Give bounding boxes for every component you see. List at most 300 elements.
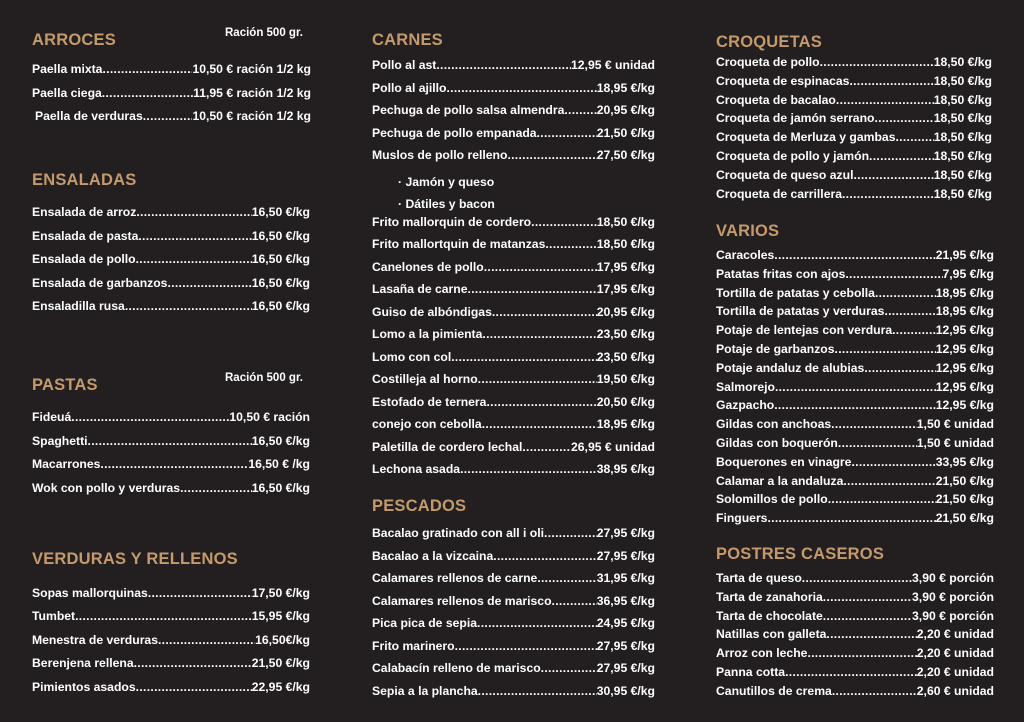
section-varios bbox=[716, 222, 994, 530]
menu-item bbox=[32, 62, 311, 86]
item-price: 16,50 €/kg bbox=[251, 299, 310, 313]
item-name: Calabacín relleno de marisco bbox=[372, 661, 541, 675]
menu-item bbox=[32, 276, 310, 300]
dot-leader bbox=[774, 248, 935, 262]
item-name: Ensalada de garbanzos bbox=[32, 275, 168, 290]
item-price: 18,50 €/kg bbox=[933, 167, 992, 182]
section-title: VARIOS bbox=[716, 222, 780, 240]
section-header bbox=[32, 171, 310, 195]
item-name: Ensaladilla rusa bbox=[32, 299, 125, 313]
dot-leader bbox=[455, 639, 597, 653]
item-name: Lomo a la pimienta bbox=[372, 327, 483, 341]
item-name: Frito mallortquin de matanzas bbox=[372, 237, 546, 251]
item-price: 10,50 € ración 1/2 kg bbox=[192, 62, 311, 76]
item-name: Croqueta de pollo bbox=[716, 55, 820, 69]
item-name: Croqueta de queso azul bbox=[716, 167, 854, 182]
menu-item bbox=[716, 267, 994, 286]
item-name: Lomo con col bbox=[372, 349, 452, 364]
dot-leader bbox=[71, 410, 229, 424]
item-price: 10,50 € ración bbox=[229, 410, 310, 424]
dot-leader bbox=[102, 62, 192, 76]
section-title: POSTRES CASEROS bbox=[716, 545, 885, 563]
dot-leader bbox=[869, 149, 934, 163]
item-price: 17,50 €/kg bbox=[251, 586, 310, 600]
item-name: Gildas con anchoas bbox=[716, 417, 832, 432]
dot-leader bbox=[507, 148, 596, 162]
menu-item bbox=[372, 526, 655, 549]
menu-item bbox=[372, 260, 655, 283]
dot-leader bbox=[136, 252, 252, 266]
item-price: 22,95 €/kg bbox=[251, 679, 310, 694]
menu-item bbox=[372, 148, 655, 171]
menu-item bbox=[716, 304, 994, 323]
section-title: PASTAS bbox=[32, 376, 98, 394]
item-name: Croqueta de jamón serrano bbox=[716, 111, 875, 126]
dot-leader bbox=[545, 237, 596, 251]
dot-leader bbox=[167, 276, 251, 290]
item-price: 16,50 € /kg bbox=[248, 457, 310, 471]
item-price: 16,50€/kg bbox=[255, 632, 310, 647]
item-price: 18,50 €/kg bbox=[933, 148, 992, 163]
item-price: 18,50 €/kg bbox=[596, 214, 655, 229]
menu-item bbox=[32, 252, 310, 276]
item-name: Croqueta de bacalao bbox=[716, 92, 836, 107]
item-name: Arroz con leche bbox=[716, 646, 808, 661]
dot-leader bbox=[477, 616, 597, 630]
menu-item bbox=[32, 457, 310, 481]
menu-item bbox=[372, 81, 655, 104]
menu-item bbox=[716, 684, 994, 703]
menu-item bbox=[32, 481, 310, 505]
dot-leader bbox=[148, 586, 252, 600]
menu-item bbox=[716, 286, 994, 305]
filling-option: · Dátiles y bacon bbox=[398, 196, 495, 211]
menu-item bbox=[716, 248, 994, 267]
menu-item bbox=[716, 380, 994, 399]
portion-note: Ración 500 gr. bbox=[225, 27, 303, 39]
menu-item bbox=[716, 323, 994, 342]
item-price: 17,95 €/kg bbox=[596, 282, 655, 296]
item-price: 1,50 € unidad bbox=[916, 417, 994, 432]
menu-item bbox=[716, 130, 992, 149]
item-name: Lechona asada bbox=[372, 462, 461, 476]
item-price: 27,50 €/kg bbox=[596, 148, 655, 162]
item-name: Solomillos de pollo bbox=[716, 492, 828, 507]
item-price: 21,50 €/kg bbox=[935, 473, 994, 488]
menu-item bbox=[372, 639, 655, 662]
item-price: 16,50 €/kg bbox=[251, 275, 310, 290]
dot-leader bbox=[807, 646, 916, 660]
menu-item bbox=[716, 93, 992, 112]
menu-item bbox=[32, 434, 310, 458]
dot-leader bbox=[460, 462, 597, 476]
menu-item bbox=[32, 680, 310, 703]
item-price: 12,95 €/kg bbox=[935, 379, 994, 394]
menu-item bbox=[716, 55, 992, 74]
item-price: 27,95 €/kg bbox=[596, 638, 655, 653]
dot-leader bbox=[138, 229, 251, 243]
menu-item bbox=[32, 586, 310, 609]
item-price: 3,90 € porción bbox=[912, 608, 994, 623]
item-price: 23,50 €/kg bbox=[596, 349, 655, 364]
menu-item bbox=[716, 398, 994, 417]
menu-item bbox=[372, 549, 655, 572]
item-price: 10,50 € ración 1/2 kg bbox=[192, 109, 311, 123]
section-title: ARROCES bbox=[32, 31, 116, 49]
item-name: Salmorejo bbox=[716, 379, 775, 394]
dot-leader bbox=[892, 323, 936, 337]
item-list bbox=[32, 410, 310, 504]
item-name: Costilleja al horno bbox=[372, 372, 478, 386]
menu-item bbox=[32, 299, 310, 323]
item-list bbox=[716, 248, 994, 530]
item-name: Ensalada de pasta bbox=[32, 228, 139, 243]
item-price: 30,95 €/kg bbox=[596, 683, 655, 698]
section-title: CARNES bbox=[372, 31, 443, 49]
item-price: 18,50 €/kg bbox=[933, 55, 992, 69]
menu-item bbox=[716, 417, 994, 436]
menu-item bbox=[716, 474, 994, 493]
dot-leader bbox=[845, 267, 942, 281]
item-name: Croqueta de carrillera bbox=[716, 186, 842, 201]
item-list bbox=[372, 526, 655, 706]
section-ensaladas bbox=[32, 171, 310, 323]
item-price: 21,50 €/kg bbox=[935, 492, 994, 507]
item-name: Pechuga de pollo empanada bbox=[372, 125, 537, 140]
item-list bbox=[32, 205, 310, 323]
filling-option: · Jamón y queso bbox=[398, 174, 495, 189]
menu-item bbox=[372, 571, 655, 594]
item-name: conejo con cebolla bbox=[372, 417, 482, 431]
item-name: Gildas con boquerón bbox=[716, 435, 838, 450]
dot-leader bbox=[482, 417, 597, 431]
menu-item bbox=[716, 455, 994, 474]
item-name: Guiso de albóndigas bbox=[372, 304, 492, 319]
item-list bbox=[32, 62, 311, 133]
item-price: 26,95 € unidad bbox=[571, 439, 655, 454]
item-price: 27,95 €/kg bbox=[596, 548, 655, 563]
dot-leader bbox=[823, 590, 912, 604]
menu-item bbox=[716, 361, 994, 380]
dot-leader bbox=[774, 398, 935, 412]
menu-item bbox=[372, 215, 655, 238]
item-name: Sepia a la plancha bbox=[372, 683, 478, 698]
item-name: Patatas fritas con ajos bbox=[716, 266, 846, 281]
dot-leader bbox=[851, 455, 935, 469]
menu-item bbox=[32, 109, 311, 133]
dot-leader bbox=[836, 93, 934, 107]
dot-leader bbox=[895, 130, 933, 144]
menu-item bbox=[716, 665, 994, 684]
item-price: 15,95 €/kg bbox=[251, 609, 310, 624]
portion-note: Ración 500 gr. bbox=[225, 372, 303, 384]
item-name: Croqueta de pollo y jamón bbox=[716, 148, 870, 163]
dot-leader bbox=[842, 187, 934, 201]
menu-item bbox=[716, 111, 992, 130]
item-name: Tarta de chocolate bbox=[716, 608, 823, 623]
dot-leader bbox=[823, 609, 912, 623]
item-price: 19,50 €/kg bbox=[596, 372, 655, 386]
item-price: 20,95 €/kg bbox=[596, 304, 655, 319]
section-carnes bbox=[372, 31, 655, 485]
section-pescados bbox=[372, 497, 655, 706]
dot-leader bbox=[544, 526, 597, 540]
section-header bbox=[716, 545, 994, 569]
item-name: Ensalada de pollo bbox=[32, 252, 136, 266]
item-name: Wok con pollo y verduras bbox=[32, 480, 181, 495]
dot-leader bbox=[775, 380, 936, 394]
item-name: Bacalao a la vizcaina bbox=[372, 548, 494, 563]
item-name: Paletilla de cordero lechal bbox=[372, 439, 523, 454]
menu-item bbox=[372, 594, 655, 617]
item-name: Frito mallorquin de cordero bbox=[372, 214, 532, 229]
dot-leader bbox=[564, 103, 596, 117]
section-header bbox=[32, 27, 311, 55]
menu-item bbox=[372, 327, 655, 350]
item-price: 18,50 €/kg bbox=[933, 92, 992, 107]
item-price: 38,95 €/kg bbox=[596, 462, 655, 476]
item-price: 18,50 €/kg bbox=[933, 186, 992, 201]
dot-leader bbox=[874, 111, 933, 125]
menu-item bbox=[716, 627, 994, 646]
menu-item bbox=[372, 462, 655, 485]
item-price: 17,95 €/kg bbox=[596, 259, 655, 274]
menu-item bbox=[372, 372, 655, 395]
item-name: Ensalada de arroz bbox=[32, 205, 137, 219]
menu-item bbox=[372, 282, 655, 305]
menu-item bbox=[372, 661, 655, 684]
item-name: Calamares rellenos de carne bbox=[372, 571, 538, 585]
item-price: 36,95 €/kg bbox=[596, 593, 655, 608]
item-price: 18,50 €/kg bbox=[933, 73, 992, 88]
item-price: 16,50 €/kg bbox=[251, 433, 310, 448]
item-name: Paella mixta bbox=[32, 62, 103, 76]
menu-item bbox=[32, 609, 310, 632]
section-title: VERDURAS Y RELLENOS bbox=[32, 550, 238, 568]
menu-item bbox=[372, 440, 655, 463]
item-list bbox=[716, 571, 994, 703]
menu-item bbox=[716, 74, 992, 93]
dot-leader bbox=[136, 205, 251, 219]
menu-item bbox=[372, 684, 655, 707]
item-price: 12,95 €/kg bbox=[935, 360, 994, 375]
dot-leader bbox=[820, 55, 934, 69]
menu-item bbox=[32, 410, 310, 434]
item-list bbox=[32, 586, 310, 703]
item-name: Tarta de queso bbox=[716, 571, 802, 585]
section-title: CROQUETAS bbox=[716, 33, 822, 51]
section-verduras-y-rellenos bbox=[32, 550, 310, 703]
item-price: 21,50 €/kg bbox=[935, 511, 994, 526]
dot-leader bbox=[88, 434, 252, 448]
item-price: 18,50 €/kg bbox=[596, 237, 655, 251]
dot-leader bbox=[134, 656, 252, 670]
item-name: Calamar a la andaluza bbox=[716, 473, 844, 488]
dot-leader bbox=[143, 109, 193, 123]
item-price: 16,50 €/kg bbox=[251, 205, 310, 219]
dot-leader bbox=[136, 680, 252, 694]
dot-leader bbox=[552, 594, 597, 608]
item-price: 16,50 €/kg bbox=[251, 252, 310, 266]
menu-item bbox=[372, 350, 655, 373]
item-name: Croqueta de espinacas bbox=[716, 73, 850, 88]
section-title: PESCADOS bbox=[372, 497, 467, 515]
item-name: Natillas con galleta bbox=[716, 627, 827, 642]
item-price: 21,95 €/kg bbox=[935, 248, 994, 262]
item-name: Boquerones en vinagre bbox=[716, 454, 852, 469]
dot-leader bbox=[875, 286, 936, 300]
dot-leader bbox=[102, 86, 193, 100]
dot-leader bbox=[484, 260, 597, 274]
dot-leader bbox=[537, 126, 597, 140]
section-pastas bbox=[32, 372, 310, 504]
item-name: Potaje de lentejas con verdura bbox=[716, 323, 893, 338]
dot-leader bbox=[158, 633, 255, 647]
item-price: 11,95 € ración 1/2 kg bbox=[193, 85, 311, 100]
section-header bbox=[716, 33, 992, 57]
dot-leader bbox=[828, 492, 936, 506]
menu-item bbox=[372, 305, 655, 328]
menu-item bbox=[372, 103, 655, 126]
menu-item bbox=[372, 616, 655, 639]
dot-leader bbox=[767, 511, 935, 525]
dot-leader bbox=[531, 215, 597, 229]
dot-leader bbox=[537, 571, 596, 585]
item-price: 31,95 €/kg bbox=[596, 571, 655, 585]
dot-leader bbox=[826, 627, 916, 641]
item-price: 7,95 €/kg bbox=[942, 266, 994, 281]
item-price: 16,50 €/kg bbox=[251, 228, 310, 243]
dot-leader bbox=[853, 168, 933, 182]
item-price: 18,50 €/kg bbox=[933, 111, 992, 126]
dot-leader bbox=[838, 436, 917, 450]
item-price: 21,50 €/kg bbox=[251, 656, 310, 671]
item-name: Fideuá bbox=[32, 410, 72, 424]
section-header bbox=[32, 550, 310, 574]
item-name: Croqueta de Merluza y gambas bbox=[716, 130, 896, 145]
menu-item bbox=[32, 86, 311, 110]
dot-leader bbox=[522, 440, 571, 454]
item-name: Bacalao gratinado con all i oli bbox=[372, 526, 545, 540]
menu-item bbox=[372, 417, 655, 440]
item-list bbox=[716, 55, 992, 205]
item-price: 2,60 € unidad bbox=[916, 683, 994, 698]
item-price: 18,95 €/kg bbox=[596, 417, 655, 431]
menu-item bbox=[716, 492, 994, 511]
item-name: Spaghetti bbox=[32, 433, 88, 448]
dot-leader bbox=[802, 571, 912, 585]
item-price: 21,50 €/kg bbox=[596, 125, 655, 140]
item-name: Berenjena rellena bbox=[32, 656, 134, 671]
menu-item bbox=[32, 633, 310, 656]
item-price: 2,20 € unidad bbox=[916, 646, 994, 661]
menu-item bbox=[716, 187, 992, 206]
menu-item bbox=[32, 656, 310, 679]
section-header bbox=[372, 497, 655, 521]
dot-leader bbox=[478, 372, 597, 386]
item-price: 33,95 €/kg bbox=[935, 454, 994, 469]
item-name: Pollo al ast bbox=[372, 58, 437, 72]
item-name: Canelones de pollo bbox=[372, 259, 484, 274]
dot-leader bbox=[835, 342, 936, 356]
item-price: 1,50 € unidad bbox=[916, 435, 994, 450]
item-name: Macarrones bbox=[32, 457, 101, 471]
menu-item bbox=[716, 590, 994, 609]
item-name: Panna cotta bbox=[716, 664, 786, 679]
dot-leader bbox=[75, 609, 252, 623]
menu-item bbox=[716, 342, 994, 361]
dot-leader bbox=[849, 74, 933, 88]
menu-item bbox=[32, 205, 310, 229]
item-price: 27,95 €/kg bbox=[596, 526, 655, 540]
dot-leader bbox=[541, 661, 597, 675]
item-price: 18,95 €/kg bbox=[935, 285, 994, 300]
menu-item bbox=[716, 436, 994, 455]
menu-item bbox=[716, 609, 994, 628]
dot-leader bbox=[468, 282, 597, 296]
section-header bbox=[716, 222, 994, 246]
menu-item bbox=[716, 149, 992, 168]
section-header bbox=[32, 372, 310, 400]
item-price: 2,20 € unidad bbox=[916, 627, 994, 642]
dot-leader bbox=[447, 81, 597, 95]
menu-item bbox=[372, 126, 655, 149]
item-list bbox=[372, 58, 655, 485]
item-name: Tarta de zanahoria bbox=[716, 589, 823, 604]
dot-leader bbox=[100, 457, 248, 471]
dot-leader bbox=[843, 474, 935, 488]
item-price: 12,95 €/kg bbox=[935, 398, 994, 413]
section-header bbox=[372, 31, 655, 55]
dot-leader bbox=[884, 304, 935, 318]
item-name: Frito marinero bbox=[372, 638, 455, 653]
item-price: 24,95 €/kg bbox=[596, 616, 655, 630]
item-name: Tortilla de patatas y verduras bbox=[716, 304, 885, 319]
menu-item bbox=[716, 571, 994, 590]
item-name: Pollo al ajillo bbox=[372, 80, 447, 95]
item-price: 18,95 €/kg bbox=[596, 80, 655, 95]
dot-leader bbox=[492, 305, 597, 319]
dot-leader bbox=[864, 361, 935, 375]
item-price: 18,95 €/kg bbox=[935, 304, 994, 319]
menu-item bbox=[372, 58, 655, 81]
item-price: 12,95 €/kg bbox=[935, 323, 994, 338]
item-name: Menestra de verduras bbox=[32, 632, 158, 647]
menu-item bbox=[372, 237, 655, 260]
item-name: Gazpacho bbox=[716, 398, 775, 413]
item-price: 3,90 € porción bbox=[912, 589, 994, 604]
item-price: 12,95 € unidad bbox=[571, 58, 655, 72]
dot-leader bbox=[451, 350, 597, 364]
item-price: 3,90 € porción bbox=[912, 571, 994, 585]
item-name: Calamares rellenos de marisco bbox=[372, 593, 552, 608]
item-price: 16,50 €/kg bbox=[251, 480, 310, 495]
item-name: Muslos de pollo relleno bbox=[372, 148, 508, 162]
item-name: Potaje andaluz de alubias bbox=[716, 360, 865, 375]
item-name: Lasaña de carne bbox=[372, 282, 468, 296]
dot-leader bbox=[436, 58, 571, 72]
section-arroces bbox=[32, 27, 311, 133]
dot-leader bbox=[832, 684, 917, 698]
dot-leader bbox=[482, 327, 596, 341]
section-croquetas bbox=[716, 33, 992, 205]
menu-item bbox=[716, 646, 994, 665]
item-price: 23,50 €/kg bbox=[596, 327, 655, 341]
item-name: Pimientos asados bbox=[32, 679, 136, 694]
item-name: Tumbet bbox=[32, 609, 76, 624]
item-price: 20,95 €/kg bbox=[596, 103, 655, 117]
item-name: Estofado de ternera bbox=[372, 394, 487, 409]
